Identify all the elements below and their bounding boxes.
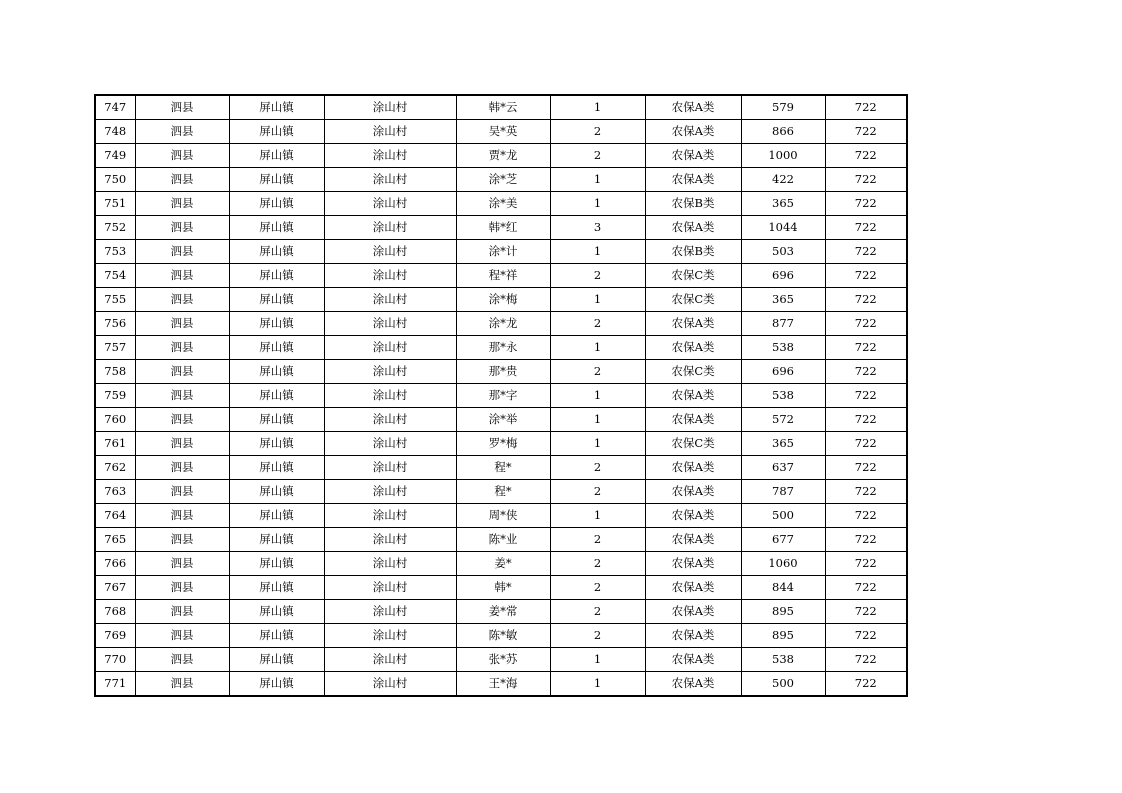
row-number-cell: 763 bbox=[95, 480, 135, 504]
household-size-cell: 2 bbox=[550, 600, 645, 624]
village-cell: 涂山村 bbox=[324, 120, 456, 144]
county-cell: 泗县 bbox=[135, 552, 229, 576]
name-cell: 那*字 bbox=[456, 384, 550, 408]
name-cell: 涂*梅 bbox=[456, 288, 550, 312]
row-number-cell: 748 bbox=[95, 120, 135, 144]
table-row bbox=[95, 360, 907, 384]
household-size-cell: 1 bbox=[550, 432, 645, 456]
amount-cell: 538 bbox=[741, 336, 825, 360]
standard-cell: 722 bbox=[825, 432, 907, 456]
row-number-cell: 766 bbox=[95, 552, 135, 576]
household-size-cell: 2 bbox=[550, 456, 645, 480]
town-cell: 屏山镇 bbox=[229, 528, 324, 552]
row-number-cell: 770 bbox=[95, 648, 135, 672]
county-cell: 泗县 bbox=[135, 144, 229, 168]
name-cell: 涂*芝 bbox=[456, 168, 550, 192]
county-cell: 泗县 bbox=[135, 336, 229, 360]
standard-cell: 722 bbox=[825, 336, 907, 360]
village-cell: 涂山村 bbox=[324, 288, 456, 312]
table-row bbox=[95, 288, 907, 312]
row-number-cell: 764 bbox=[95, 504, 135, 528]
county-cell: 泗县 bbox=[135, 600, 229, 624]
name-cell: 那*贵 bbox=[456, 360, 550, 384]
amount-cell: 866 bbox=[741, 120, 825, 144]
village-cell: 涂山村 bbox=[324, 312, 456, 336]
category-cell: 农保A类 bbox=[645, 672, 741, 697]
table-row bbox=[95, 384, 907, 408]
household-size-cell: 2 bbox=[550, 528, 645, 552]
standard-cell: 722 bbox=[825, 408, 907, 432]
category-cell: 农保A类 bbox=[645, 384, 741, 408]
category-cell: 农保A类 bbox=[645, 216, 741, 240]
row-number-cell: 754 bbox=[95, 264, 135, 288]
town-cell: 屏山镇 bbox=[229, 95, 324, 120]
county-cell: 泗县 bbox=[135, 648, 229, 672]
town-cell: 屏山镇 bbox=[229, 360, 324, 384]
amount-cell: 500 bbox=[741, 504, 825, 528]
table-row bbox=[95, 672, 907, 697]
row-number-cell: 751 bbox=[95, 192, 135, 216]
name-cell: 涂*举 bbox=[456, 408, 550, 432]
household-size-cell: 1 bbox=[550, 504, 645, 528]
amount-cell: 538 bbox=[741, 648, 825, 672]
table-row bbox=[95, 408, 907, 432]
row-number-cell: 747 bbox=[95, 95, 135, 120]
household-size-cell: 1 bbox=[550, 672, 645, 697]
county-cell: 泗县 bbox=[135, 360, 229, 384]
standard-cell: 722 bbox=[825, 144, 907, 168]
village-cell: 涂山村 bbox=[324, 648, 456, 672]
household-size-cell: 3 bbox=[550, 216, 645, 240]
household-size-cell: 1 bbox=[550, 384, 645, 408]
town-cell: 屏山镇 bbox=[229, 336, 324, 360]
name-cell: 陈*业 bbox=[456, 528, 550, 552]
table-row bbox=[95, 504, 907, 528]
row-number-cell: 753 bbox=[95, 240, 135, 264]
amount-cell: 538 bbox=[741, 384, 825, 408]
table-row bbox=[95, 480, 907, 504]
table-row bbox=[95, 264, 907, 288]
row-number-cell: 752 bbox=[95, 216, 135, 240]
amount-cell: 1044 bbox=[741, 216, 825, 240]
town-cell: 屏山镇 bbox=[229, 168, 324, 192]
table-row bbox=[95, 192, 907, 216]
town-cell: 屏山镇 bbox=[229, 240, 324, 264]
county-cell: 泗县 bbox=[135, 240, 229, 264]
county-cell: 泗县 bbox=[135, 480, 229, 504]
table-row bbox=[95, 216, 907, 240]
town-cell: 屏山镇 bbox=[229, 456, 324, 480]
town-cell: 屏山镇 bbox=[229, 288, 324, 312]
standard-cell: 722 bbox=[825, 504, 907, 528]
household-size-cell: 2 bbox=[550, 144, 645, 168]
name-cell: 韩*红 bbox=[456, 216, 550, 240]
table-row bbox=[95, 312, 907, 336]
category-cell: 农保A类 bbox=[645, 480, 741, 504]
town-cell: 屏山镇 bbox=[229, 192, 324, 216]
standard-cell: 722 bbox=[825, 360, 907, 384]
village-cell: 涂山村 bbox=[324, 672, 456, 697]
table-row bbox=[95, 456, 907, 480]
town-cell: 屏山镇 bbox=[229, 672, 324, 697]
town-cell: 屏山镇 bbox=[229, 480, 324, 504]
household-size-cell: 1 bbox=[550, 288, 645, 312]
town-cell: 屏山镇 bbox=[229, 504, 324, 528]
amount-cell: 844 bbox=[741, 576, 825, 600]
name-cell: 程* bbox=[456, 456, 550, 480]
standard-cell: 722 bbox=[825, 648, 907, 672]
household-size-cell: 1 bbox=[550, 168, 645, 192]
village-cell: 涂山村 bbox=[324, 456, 456, 480]
amount-cell: 637 bbox=[741, 456, 825, 480]
village-cell: 涂山村 bbox=[324, 552, 456, 576]
row-number-cell: 771 bbox=[95, 672, 135, 697]
standard-cell: 722 bbox=[825, 120, 907, 144]
standard-cell: 722 bbox=[825, 456, 907, 480]
household-size-cell: 2 bbox=[550, 480, 645, 504]
category-cell: 农保A类 bbox=[645, 648, 741, 672]
table-row bbox=[95, 624, 907, 648]
category-cell: 农保C类 bbox=[645, 432, 741, 456]
town-cell: 屏山镇 bbox=[229, 216, 324, 240]
name-cell: 程*祥 bbox=[456, 264, 550, 288]
standard-cell: 722 bbox=[825, 576, 907, 600]
row-number-cell: 749 bbox=[95, 144, 135, 168]
category-cell: 农保A类 bbox=[645, 504, 741, 528]
household-size-cell: 1 bbox=[550, 240, 645, 264]
data-table bbox=[94, 94, 908, 697]
name-cell: 姜* bbox=[456, 552, 550, 576]
town-cell: 屏山镇 bbox=[229, 384, 324, 408]
name-cell: 贾*龙 bbox=[456, 144, 550, 168]
village-cell: 涂山村 bbox=[324, 216, 456, 240]
town-cell: 屏山镇 bbox=[229, 552, 324, 576]
amount-cell: 365 bbox=[741, 288, 825, 312]
standard-cell: 722 bbox=[825, 552, 907, 576]
name-cell: 程* bbox=[456, 480, 550, 504]
amount-cell: 500 bbox=[741, 672, 825, 697]
village-cell: 涂山村 bbox=[324, 240, 456, 264]
standard-cell: 722 bbox=[825, 240, 907, 264]
row-number-cell: 760 bbox=[95, 408, 135, 432]
standard-cell: 722 bbox=[825, 264, 907, 288]
table-row bbox=[95, 144, 907, 168]
table-row bbox=[95, 576, 907, 600]
county-cell: 泗县 bbox=[135, 408, 229, 432]
standard-cell: 722 bbox=[825, 528, 907, 552]
table-row bbox=[95, 600, 907, 624]
village-cell: 涂山村 bbox=[324, 504, 456, 528]
household-size-cell: 1 bbox=[550, 648, 645, 672]
village-cell: 涂山村 bbox=[324, 144, 456, 168]
standard-cell: 722 bbox=[825, 216, 907, 240]
household-size-cell: 1 bbox=[550, 336, 645, 360]
row-number-cell: 768 bbox=[95, 600, 135, 624]
category-cell: 农保A类 bbox=[645, 456, 741, 480]
village-cell: 涂山村 bbox=[324, 264, 456, 288]
table-row bbox=[95, 240, 907, 264]
town-cell: 屏山镇 bbox=[229, 624, 324, 648]
amount-cell: 579 bbox=[741, 95, 825, 120]
name-cell: 罗*梅 bbox=[456, 432, 550, 456]
row-number-cell: 750 bbox=[95, 168, 135, 192]
table-row bbox=[95, 168, 907, 192]
amount-cell: 422 bbox=[741, 168, 825, 192]
name-cell: 涂*龙 bbox=[456, 312, 550, 336]
amount-cell: 1000 bbox=[741, 144, 825, 168]
row-number-cell: 769 bbox=[95, 624, 135, 648]
category-cell: 农保A类 bbox=[645, 600, 741, 624]
village-cell: 涂山村 bbox=[324, 408, 456, 432]
table-row bbox=[95, 120, 907, 144]
table-row bbox=[95, 336, 907, 360]
row-number-cell: 765 bbox=[95, 528, 135, 552]
town-cell: 屏山镇 bbox=[229, 408, 324, 432]
row-number-cell: 767 bbox=[95, 576, 135, 600]
village-cell: 涂山村 bbox=[324, 384, 456, 408]
category-cell: 农保B类 bbox=[645, 240, 741, 264]
standard-cell: 722 bbox=[825, 288, 907, 312]
row-number-cell: 761 bbox=[95, 432, 135, 456]
household-size-cell: 2 bbox=[550, 120, 645, 144]
county-cell: 泗县 bbox=[135, 192, 229, 216]
amount-cell: 696 bbox=[741, 360, 825, 384]
row-number-cell: 755 bbox=[95, 288, 135, 312]
county-cell: 泗县 bbox=[135, 672, 229, 697]
county-cell: 泗县 bbox=[135, 624, 229, 648]
name-cell: 吴*英 bbox=[456, 120, 550, 144]
standard-cell: 722 bbox=[825, 600, 907, 624]
county-cell: 泗县 bbox=[135, 120, 229, 144]
county-cell: 泗县 bbox=[135, 456, 229, 480]
category-cell: 农保A类 bbox=[645, 120, 741, 144]
town-cell: 屏山镇 bbox=[229, 312, 324, 336]
table-row bbox=[95, 528, 907, 552]
town-cell: 屏山镇 bbox=[229, 264, 324, 288]
name-cell: 韩* bbox=[456, 576, 550, 600]
name-cell: 陈*敏 bbox=[456, 624, 550, 648]
name-cell: 涂*计 bbox=[456, 240, 550, 264]
county-cell: 泗县 bbox=[135, 432, 229, 456]
table-row bbox=[95, 648, 907, 672]
county-cell: 泗县 bbox=[135, 95, 229, 120]
amount-cell: 1060 bbox=[741, 552, 825, 576]
village-cell: 涂山村 bbox=[324, 168, 456, 192]
category-cell: 农保C类 bbox=[645, 288, 741, 312]
standard-cell: 722 bbox=[825, 480, 907, 504]
standard-cell: 722 bbox=[825, 312, 907, 336]
household-size-cell: 2 bbox=[550, 576, 645, 600]
amount-cell: 787 bbox=[741, 480, 825, 504]
standard-cell: 722 bbox=[825, 624, 907, 648]
category-cell: 农保A类 bbox=[645, 168, 741, 192]
village-cell: 涂山村 bbox=[324, 480, 456, 504]
county-cell: 泗县 bbox=[135, 312, 229, 336]
name-cell: 姜*常 bbox=[456, 600, 550, 624]
town-cell: 屏山镇 bbox=[229, 576, 324, 600]
household-size-cell: 1 bbox=[550, 408, 645, 432]
household-size-cell: 1 bbox=[550, 192, 645, 216]
name-cell: 王*海 bbox=[456, 672, 550, 697]
category-cell: 农保A类 bbox=[645, 576, 741, 600]
row-number-cell: 756 bbox=[95, 312, 135, 336]
county-cell: 泗县 bbox=[135, 384, 229, 408]
town-cell: 屏山镇 bbox=[229, 432, 324, 456]
village-cell: 涂山村 bbox=[324, 336, 456, 360]
town-cell: 屏山镇 bbox=[229, 600, 324, 624]
town-cell: 屏山镇 bbox=[229, 648, 324, 672]
table-body bbox=[95, 95, 907, 696]
amount-cell: 696 bbox=[741, 264, 825, 288]
village-cell: 涂山村 bbox=[324, 600, 456, 624]
village-cell: 涂山村 bbox=[324, 360, 456, 384]
category-cell: 农保C类 bbox=[645, 360, 741, 384]
county-cell: 泗县 bbox=[135, 504, 229, 528]
table-row bbox=[95, 552, 907, 576]
village-cell: 涂山村 bbox=[324, 576, 456, 600]
amount-cell: 365 bbox=[741, 192, 825, 216]
village-cell: 涂山村 bbox=[324, 528, 456, 552]
amount-cell: 877 bbox=[741, 312, 825, 336]
row-number-cell: 757 bbox=[95, 336, 135, 360]
county-cell: 泗县 bbox=[135, 168, 229, 192]
household-size-cell: 1 bbox=[550, 95, 645, 120]
name-cell: 涂*美 bbox=[456, 192, 550, 216]
amount-cell: 503 bbox=[741, 240, 825, 264]
standard-cell: 722 bbox=[825, 192, 907, 216]
amount-cell: 572 bbox=[741, 408, 825, 432]
county-cell: 泗县 bbox=[135, 528, 229, 552]
standard-cell: 722 bbox=[825, 95, 907, 120]
county-cell: 泗县 bbox=[135, 264, 229, 288]
category-cell: 农保C类 bbox=[645, 264, 741, 288]
household-size-cell: 2 bbox=[550, 360, 645, 384]
table-row bbox=[95, 432, 907, 456]
category-cell: 农保A类 bbox=[645, 408, 741, 432]
household-size-cell: 2 bbox=[550, 312, 645, 336]
category-cell: 农保B类 bbox=[645, 192, 741, 216]
name-cell: 张*苏 bbox=[456, 648, 550, 672]
county-cell: 泗县 bbox=[135, 576, 229, 600]
village-cell: 涂山村 bbox=[324, 624, 456, 648]
town-cell: 屏山镇 bbox=[229, 120, 324, 144]
category-cell: 农保A类 bbox=[645, 624, 741, 648]
village-cell: 涂山村 bbox=[324, 95, 456, 120]
category-cell: 农保A类 bbox=[645, 552, 741, 576]
category-cell: 农保A类 bbox=[645, 336, 741, 360]
household-size-cell: 2 bbox=[550, 624, 645, 648]
standard-cell: 722 bbox=[825, 168, 907, 192]
row-number-cell: 762 bbox=[95, 456, 135, 480]
amount-cell: 365 bbox=[741, 432, 825, 456]
category-cell: 农保A类 bbox=[645, 528, 741, 552]
amount-cell: 677 bbox=[741, 528, 825, 552]
county-cell: 泗县 bbox=[135, 288, 229, 312]
standard-cell: 722 bbox=[825, 384, 907, 408]
name-cell: 周*侠 bbox=[456, 504, 550, 528]
village-cell: 涂山村 bbox=[324, 192, 456, 216]
town-cell: 屏山镇 bbox=[229, 144, 324, 168]
row-number-cell: 759 bbox=[95, 384, 135, 408]
table-row bbox=[95, 95, 907, 120]
category-cell: 农保A类 bbox=[645, 95, 741, 120]
category-cell: 农保A类 bbox=[645, 312, 741, 336]
household-size-cell: 2 bbox=[550, 552, 645, 576]
name-cell: 那*永 bbox=[456, 336, 550, 360]
name-cell: 韩*云 bbox=[456, 95, 550, 120]
row-number-cell: 758 bbox=[95, 360, 135, 384]
household-size-cell: 2 bbox=[550, 264, 645, 288]
category-cell: 农保A类 bbox=[645, 144, 741, 168]
standard-cell: 722 bbox=[825, 672, 907, 697]
amount-cell: 895 bbox=[741, 600, 825, 624]
village-cell: 涂山村 bbox=[324, 432, 456, 456]
amount-cell: 895 bbox=[741, 624, 825, 648]
county-cell: 泗县 bbox=[135, 216, 229, 240]
